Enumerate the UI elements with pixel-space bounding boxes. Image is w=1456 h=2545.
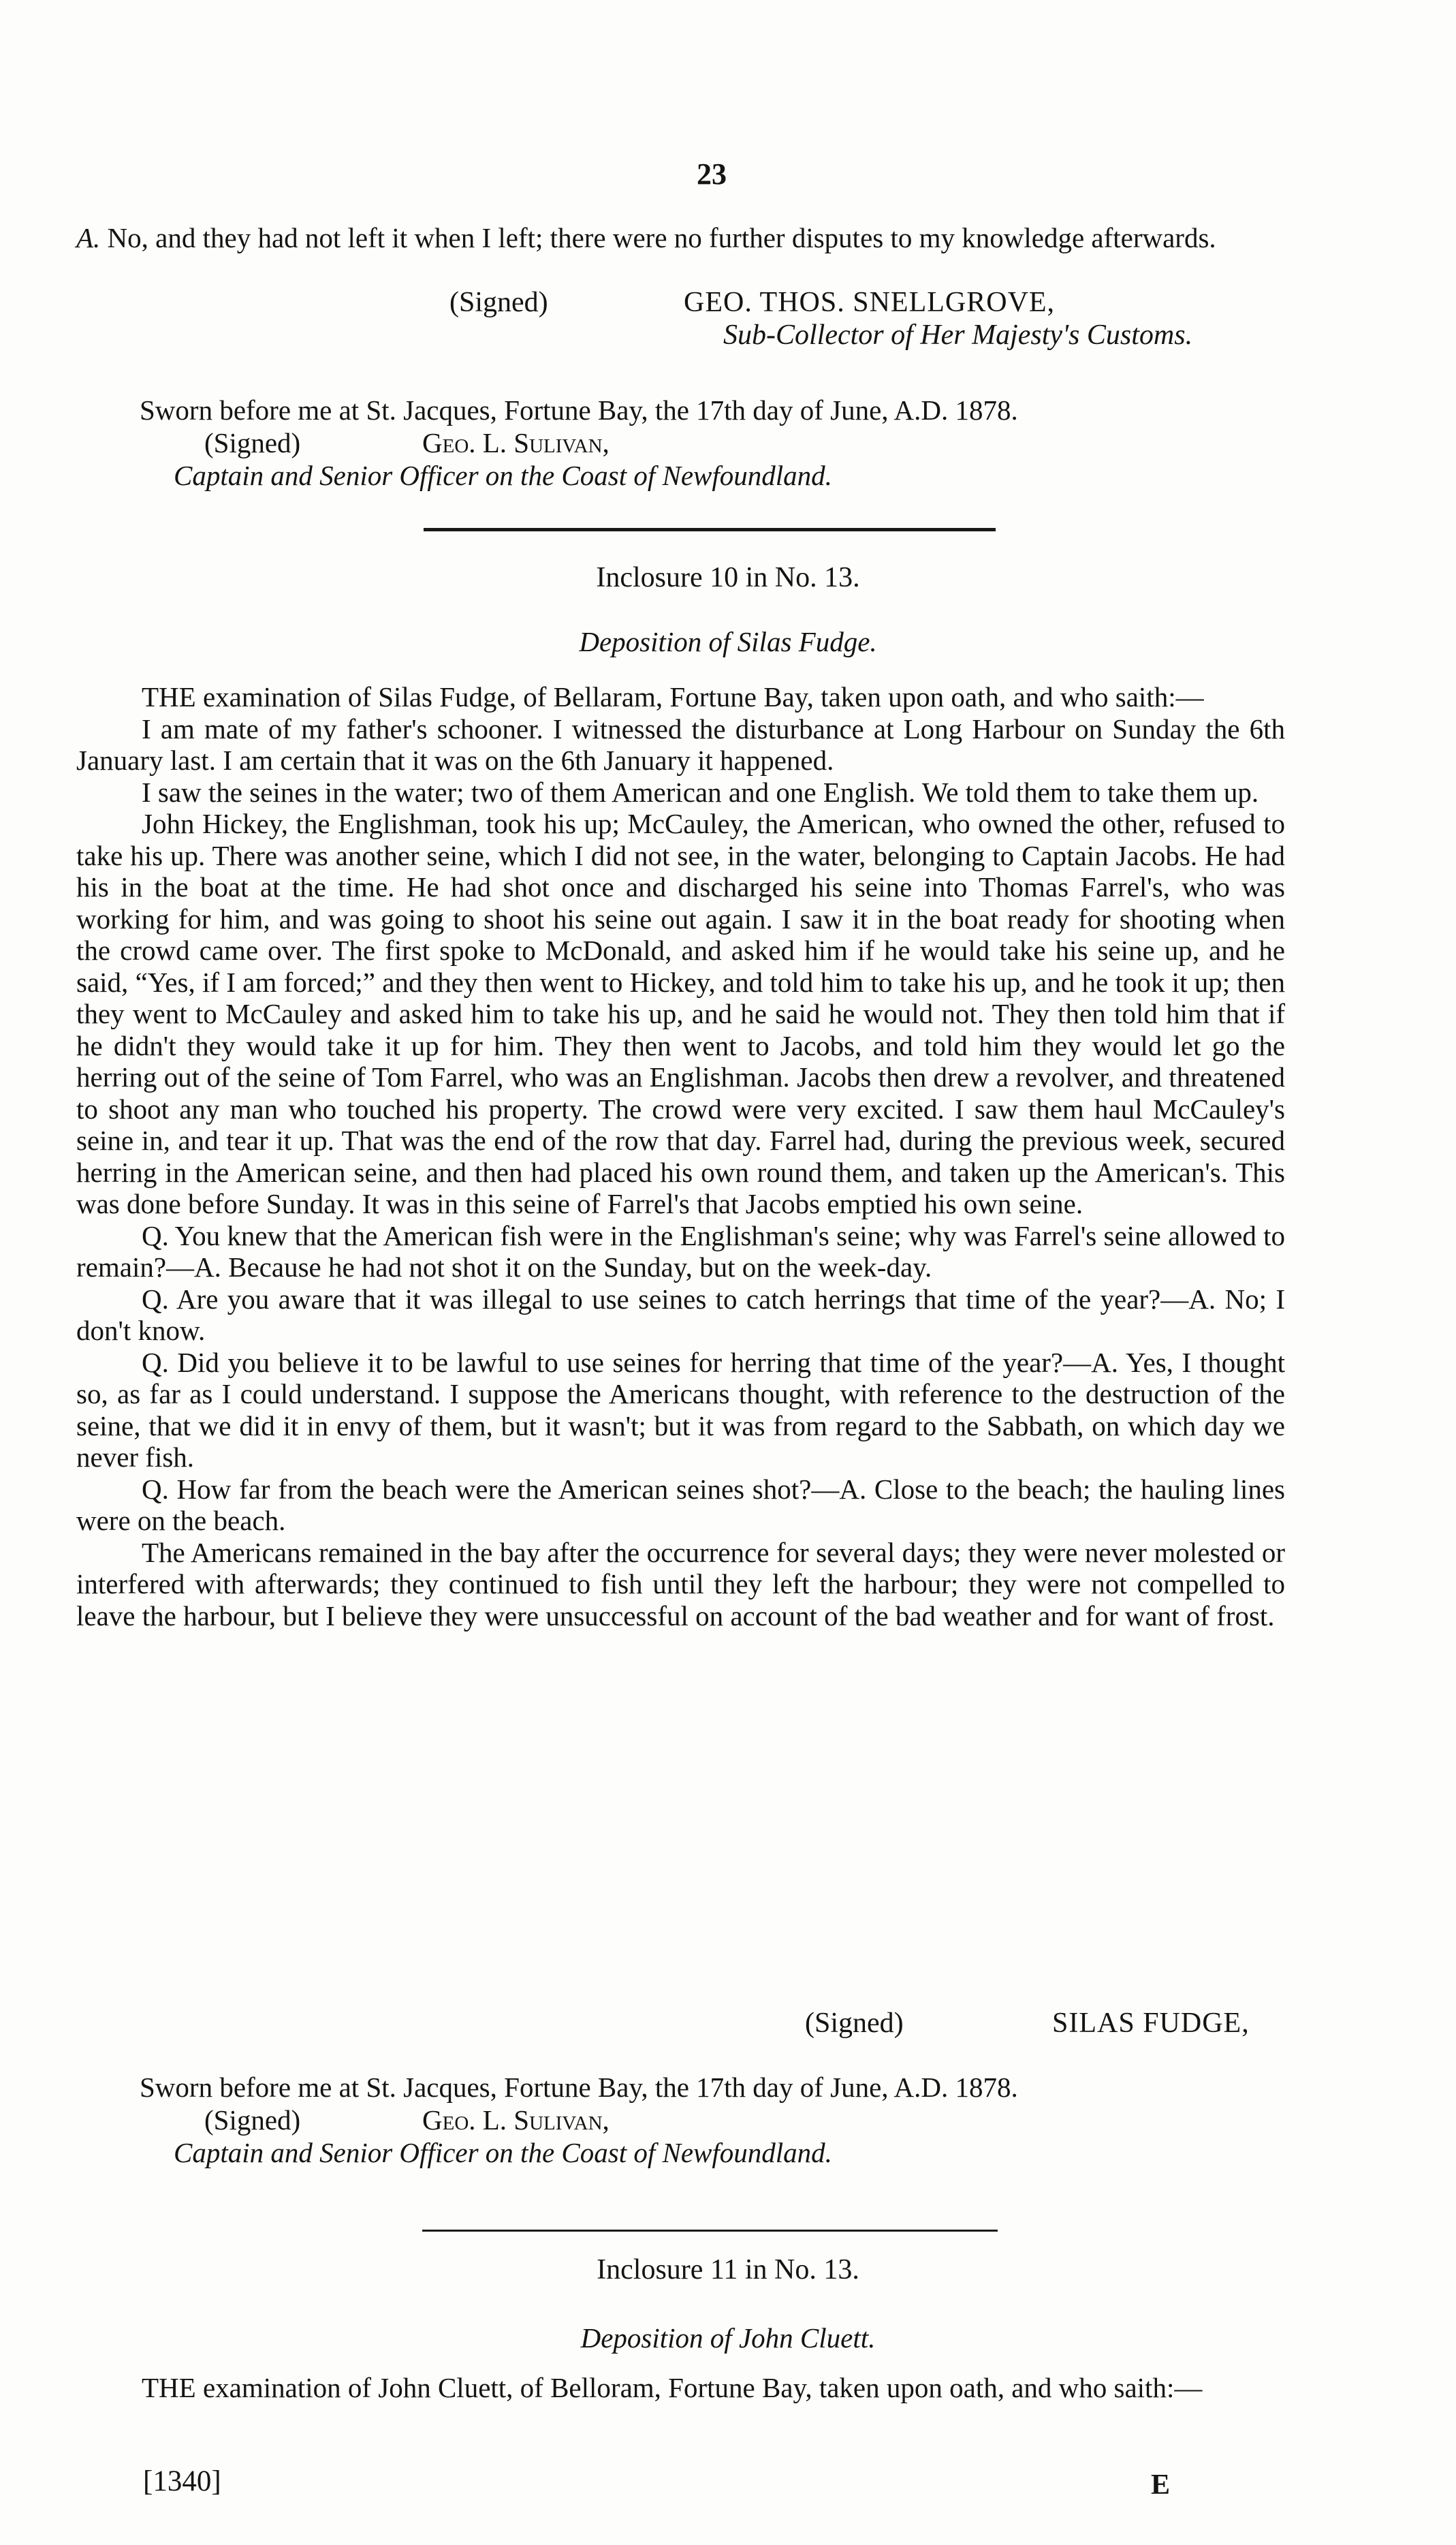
paragraph: THE examination of Silas Fudge, of Bellaram, Fortune Bay, taken upon oath, and who saith:— <box>142 681 1204 713</box>
paragraph: John Hickey, the Englishman, took his up; McCauley, the American, who owned the other, refused to take his up. There was another seine, which I did not see, in the water, belonging to Captain Jacobs. He had his in the boat at the time. He had shot once and discharged his seine into Thomas Farrel's, who was working for him, and was going to shoot his seine out again. I saw it in the boat ready for shooting when the crowd came over. The first spoke to McDonald, and asked him if he would take his seine up, and he said, “Yes, if I am forced;” and they then went to Hickey, and told him to take his up, and he took it up; then they went to McCauley and asked him to take his up, and he said he would not. They then told him that if he didn't they would take it up for him. They then went to Jacobs, and told him they would let go the herring out of the seine of Tom Farrel, who was an Englishman. Jacobs then drew a revolver, and threatened to shoot any man who touched his property. The crowd were very excited. I saw them haul McCauley's seine in, and tear it up. That was the end of the row that day. Farrel had, during the previous week, secured herring in the American seine, and then had placed his own round them, and taken up the American's. This was done before Sunday. It was in this seine of Farrel's that Jacobs emptied his own seine. <box>76 808 1285 1219</box>
inclosure-10-subheading: Deposition of Silas Fudge. <box>579 626 877 657</box>
signed-label: (Signed) <box>449 287 548 318</box>
paragraph: The Americans remained in the bay after the occurrence for several days; they were never molested or interfered with afterwards; they continued to fish until they left the harbour; they were not compelled to leave the harbour, but I believe they were unsuccessful on account of the bad weather and for want of frost. <box>76 1536 1285 1631</box>
sworn-signer-title: Captain and Senior Officer on the Coast of Newfoundland. <box>174 2137 832 2168</box>
footer-sheet-letter: E <box>1151 2469 1171 2501</box>
answer-prefix: A. <box>76 222 101 253</box>
inclosure-10-heading: Inclosure 10 in No. 13. <box>596 562 860 593</box>
paragraph: Q. Did you believe it to be lawful to use seines for herring that time of the year?—A. Yes, I thought so, as far as I could understand. I suppose the Americans thought, with reference to the destruction of the seine, that we did it in envy of them, but it wasn't; but it was from regard to the Sabbath, on which day we never fish. <box>76 1346 1285 1473</box>
page-number: 23 <box>697 157 727 191</box>
section-divider <box>424 528 996 531</box>
footer-signature-mark: [1340] <box>143 2465 221 2497</box>
sworn-signer-title: Captain and Senior Officer on the Coast of Newfoundland. <box>174 460 832 491</box>
paragraph: THE examination of John Cluett, of Belloram, Fortune Bay, taken upon oath, and who saith:— <box>142 2372 1203 2403</box>
sworn-signer-name: Geo. L. Sulivan, <box>422 2104 610 2136</box>
sworn-signer-name: Geo. L. Sulivan, <box>422 427 610 458</box>
inclosure-11-heading: Inclosure 11 in No. 13. <box>597 2254 859 2285</box>
inclosure-10-body <box>76 681 1285 1631</box>
sworn-statement: Sworn before me at St. Jacques, Fortune Bay, the 17th day of June, A.D. 1878. <box>140 2072 1018 2103</box>
signer-name: GEO. THOS. SNELLGROVE, <box>684 287 1056 318</box>
paragraph: Q. Are you aware that it was illegal to use seines to catch herrings that time of the year?—A. No; I don't know. <box>76 1283 1285 1346</box>
signer-title: Sub-Collector of Her Majesty's Customs. <box>723 319 1193 351</box>
signed-label: (Signed) <box>805 2008 904 2039</box>
previous-deposition-end <box>76 222 1285 254</box>
sworn-signed-label: (Signed) <box>204 427 301 458</box>
sworn-statement: Sworn before me at St. Jacques, Fortune Bay, the 17th day of June, A.D. 1878. <box>140 394 1018 426</box>
sworn-signed-label: (Signed) <box>204 2104 301 2136</box>
answer-paragraph <box>76 222 1285 254</box>
paragraph: I am mate of my father's schooner. I witnessed the disturbance at Long Harbour on Sunday the 6th January last. I am certain that it was on the 6th January it happened. <box>76 713 1285 776</box>
paragraph: I saw the seines in the water; two of them American and one English. We told them to take them up. <box>142 776 1259 808</box>
signer-name: SILAS FUDGE, <box>1052 2008 1250 2039</box>
paragraph: Q. How far from the beach were the American seines shot?—A. Close to the beach; the hauling lines were on the beach. <box>76 1473 1285 1536</box>
inclosure-11-subheading: Deposition of John Cluett. <box>580 2322 876 2354</box>
paragraph: Q. You knew that the American fish were in the Englishman's seine; why was Farrel's seine allowed to remain?—A. Because he had not shot it on the Sunday, but on the week-day. <box>76 1219 1285 1283</box>
inclosure-11-body <box>76 2372 1285 2404</box>
section-divider <box>422 2230 998 2232</box>
answer-text: No, and they had not left it when I left; there were no further disputes to my knowledge afterwards. <box>107 222 1216 253</box>
